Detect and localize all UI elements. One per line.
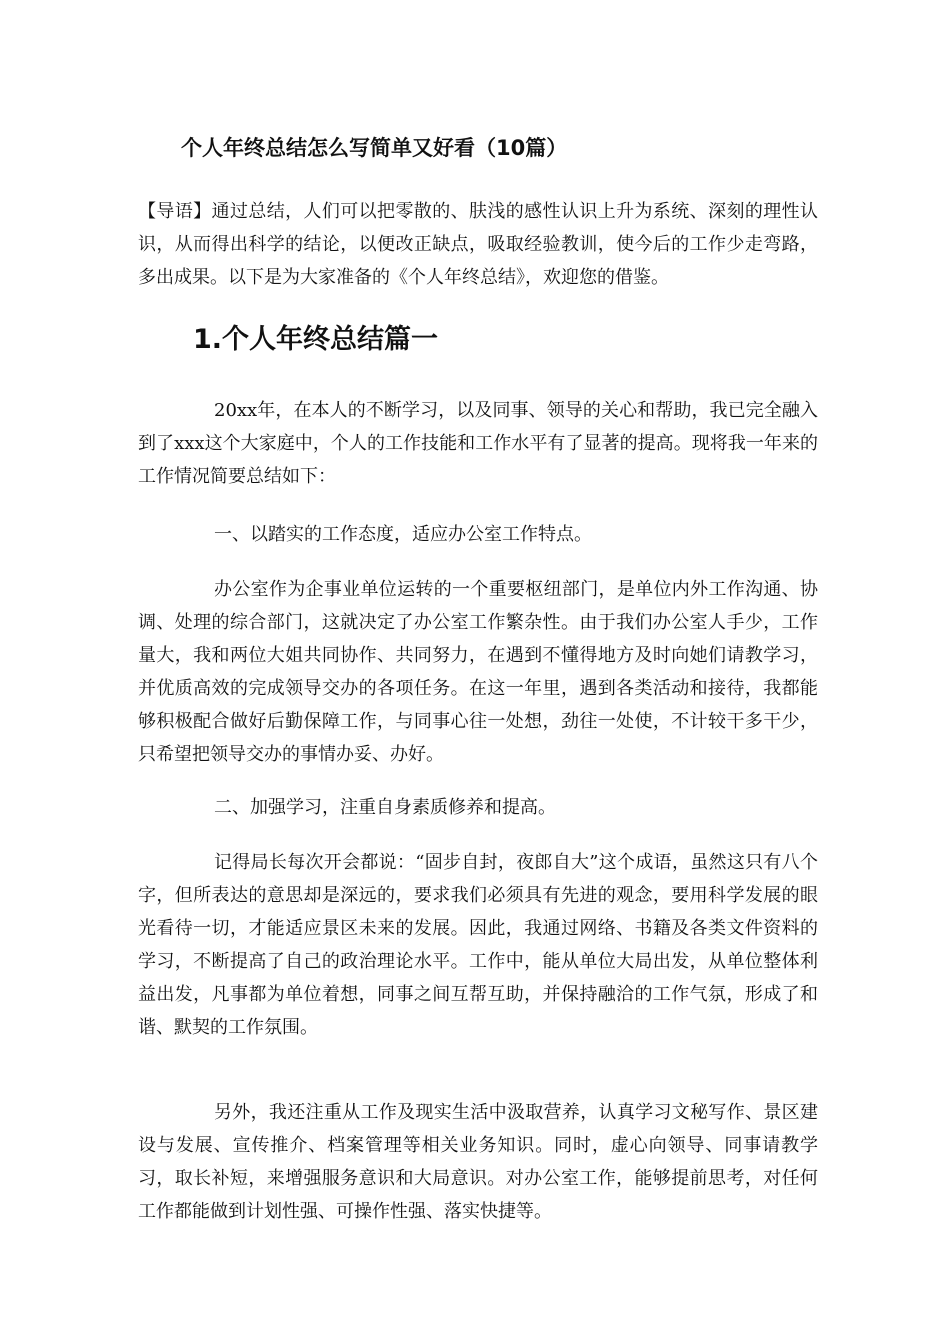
body-paragraph-2: 办公室作为企事业单位运转的一个重要枢纽部门，是单位内外工作沟通、协调、处理的综合部门，这就决定了办公室工作繁杂性。由于我们办公室人手少，工作量大，我和两位大姐共同协作、共同努力，在遇到不懂得地方及时向她们请教学习，并优质高效的完成领导交办的各项任务。在这一年里，遇到各类活动和接待，我都能够积极配合做好后勤保障工作，与同事心往一处想，劲往一处使，不计较干多干少，只希望把领导交办的事情办妥、办好。 — [138, 579, 818, 765]
body-paragraph-4: 另外，我还注重从工作及现实生活中汲取营养，认真学习文秘写作、景区建设与发展、宣传推介、档案管理等相关业务知识。同时，虚心向领导、同事请教学习，取长补短，来增强服务意识和大局意识。对办公室工作，能够提前思考，对任何工作都能做到计划性强、可操作性强、落实快捷等。 — [138, 1102, 818, 1222]
document-title: 个人年终总结怎么写简单又好看（10篇） — [181, 136, 568, 160]
body-paragraph-1: 20xx年，在本人的不断学习，以及同事、领导的关心和帮助，我已完全融入到了xxx这个大家庭中，个人的工作技能和工作水平有了显著的提高。现将我一年来的工作情况简要总结如下： — [138, 400, 818, 487]
body-paragraph-3: 记得局长每次开会都说：“固步自封，夜郎自大”这个成语，虽然这只有八个字，但所表达的意思却是深远的，要求我们必须具有先进的观念，要用科学发展的眼光看待一切，才能适应景区未来的发展。因此，我通过网络、书籍及各类文件资料的学习，不断提高了自己的政治理论水平。工作中，能从单位大局出发，从单位整体利益出发，凡事都为单位着想，同事之间互帮互助，并保持融洽的工作气氛，形成了和谐、默契的工作氛围。 — [138, 852, 818, 1038]
intro-paragraph: 【导语】通过总结，人们可以把零散的、肤浅的感性认识上升为系统、深刻的理性认识，从而得出科学的结论，以便改正缺点，吸取经验教训，使今后的工作少走弯路，多出成果。以下是为大家准备的《个人年终总结》，欢迎您的借鉴。 — [138, 201, 818, 288]
subheading-1: 一、以踏实的工作态度，适应办公室工作特点。 — [214, 524, 592, 545]
subheading-2: 二、加强学习，注重自身素质修养和提高。 — [214, 797, 556, 818]
section-heading: 1.个人年终总结篇一 — [193, 324, 439, 355]
